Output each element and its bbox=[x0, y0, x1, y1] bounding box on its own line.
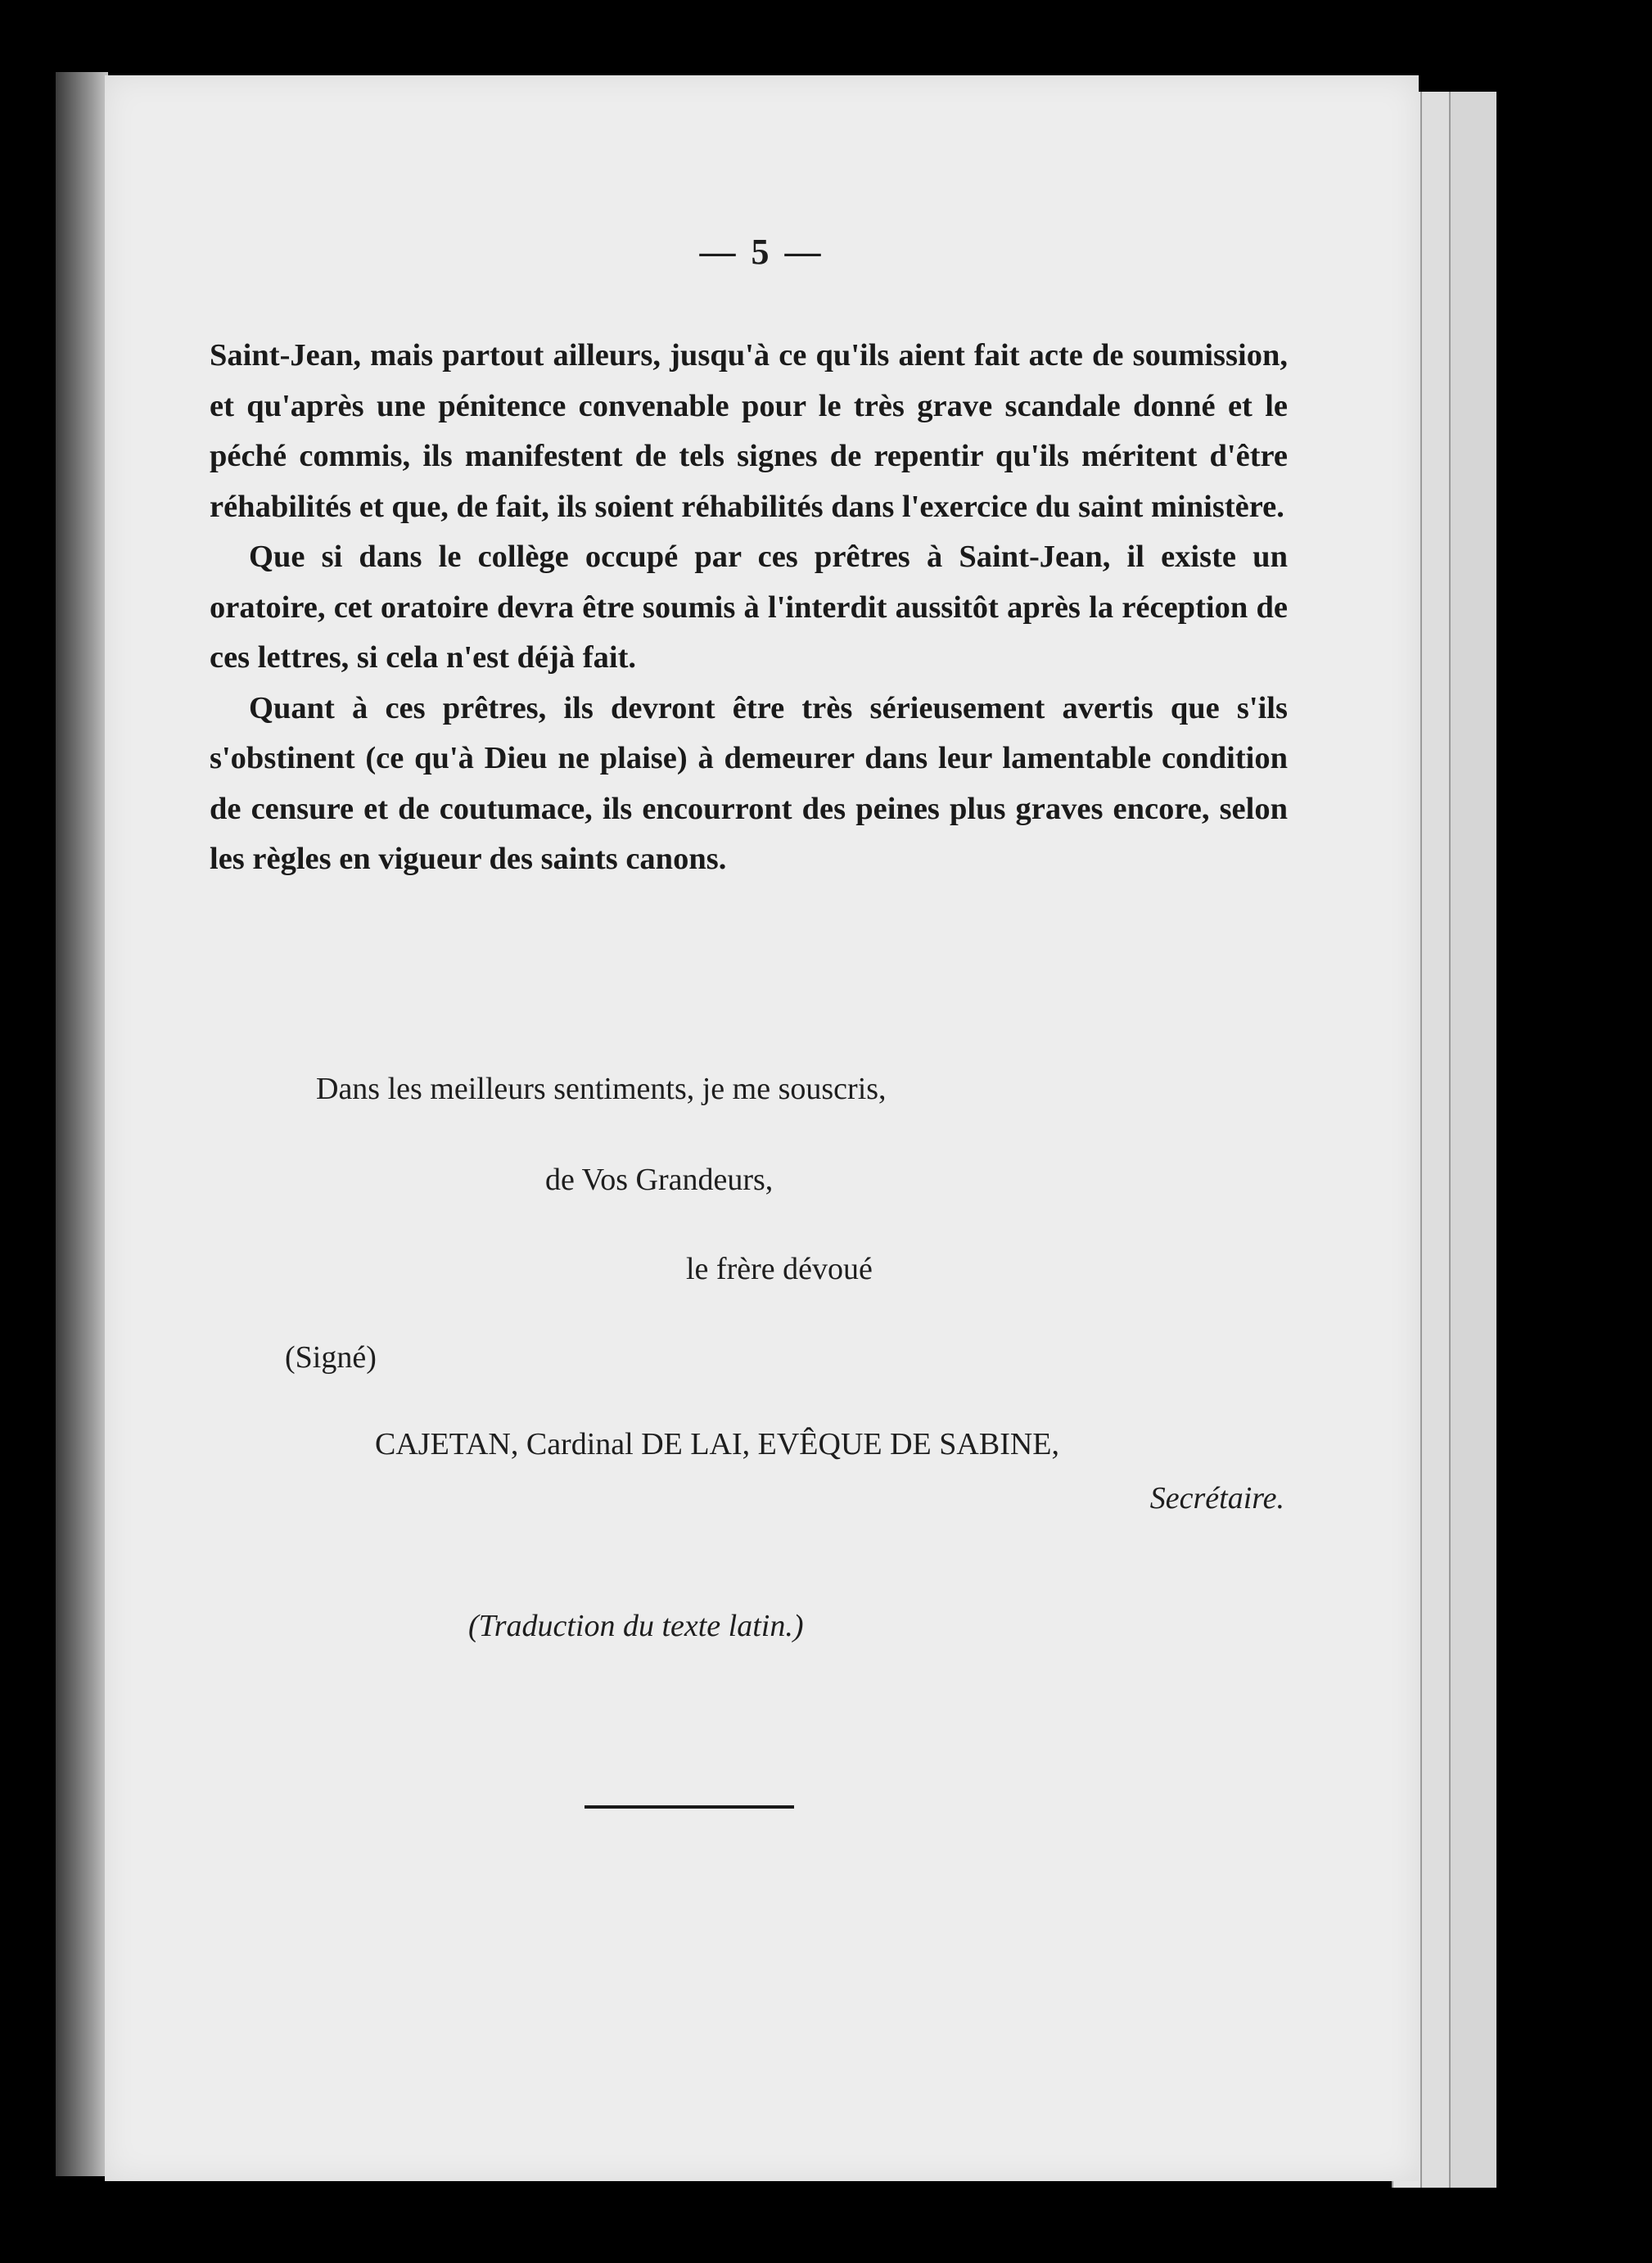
paragraph-continued: Saint-Jean, mais partout ailleurs, jusqu'à ce qu'ils aient fait acte de soumission, et qu'après une pénitence convenable pour le très grave scandale donné et le péché commis, ils manifestent de tels signes de repentir qu'ils méritent d'être réhabilités et que, de fait, ils soient réhabilités dans l'exercice du saint ministère. bbox=[210, 338, 1288, 524]
signed-mark: (Signé) bbox=[285, 1340, 377, 1375]
closing-rule bbox=[585, 1805, 794, 1809]
document-page bbox=[105, 75, 1419, 2181]
closing-address: de Vos Grandeurs, bbox=[545, 1163, 774, 1197]
closing-salutation: Dans les meilleurs sentiments, je me souscris, bbox=[316, 1072, 887, 1106]
underlying-page-edge bbox=[1449, 92, 1496, 2188]
page-number: — 5 — bbox=[699, 232, 824, 272]
closing-brother: le frère dévoué bbox=[686, 1252, 873, 1286]
signatory-title: Secrétaire. bbox=[1149, 1481, 1284, 1515]
translation-note: (Traduction du texte latin.) bbox=[468, 1609, 804, 1643]
signatory-name: CAJETAN, Cardinal DE LAI, EVÊQUE DE SABINE, bbox=[375, 1427, 1059, 1461]
paragraph-warning: Quant à ces prêtres, ils devront être très sérieusement avertis que s'ils s'obstinent (ce qu'à Dieu ne plaise) à demeurer dans leur lamentable condition de censure et de coutumace, ils encourront des peines plus graves encore, selon les règles en vigueur des saints canons. bbox=[210, 690, 1288, 876]
book-left-edge bbox=[56, 72, 108, 2176]
body-text bbox=[210, 331, 1288, 885]
paragraph-oratoire: Que si dans le collège occupé par ces prêtres à Saint-Jean, il existe un oratoire, cet oratoire devra être soumis à l'interdit aussitôt après la réception de ces lettres, si cela n'est déjà fait. bbox=[210, 540, 1288, 675]
